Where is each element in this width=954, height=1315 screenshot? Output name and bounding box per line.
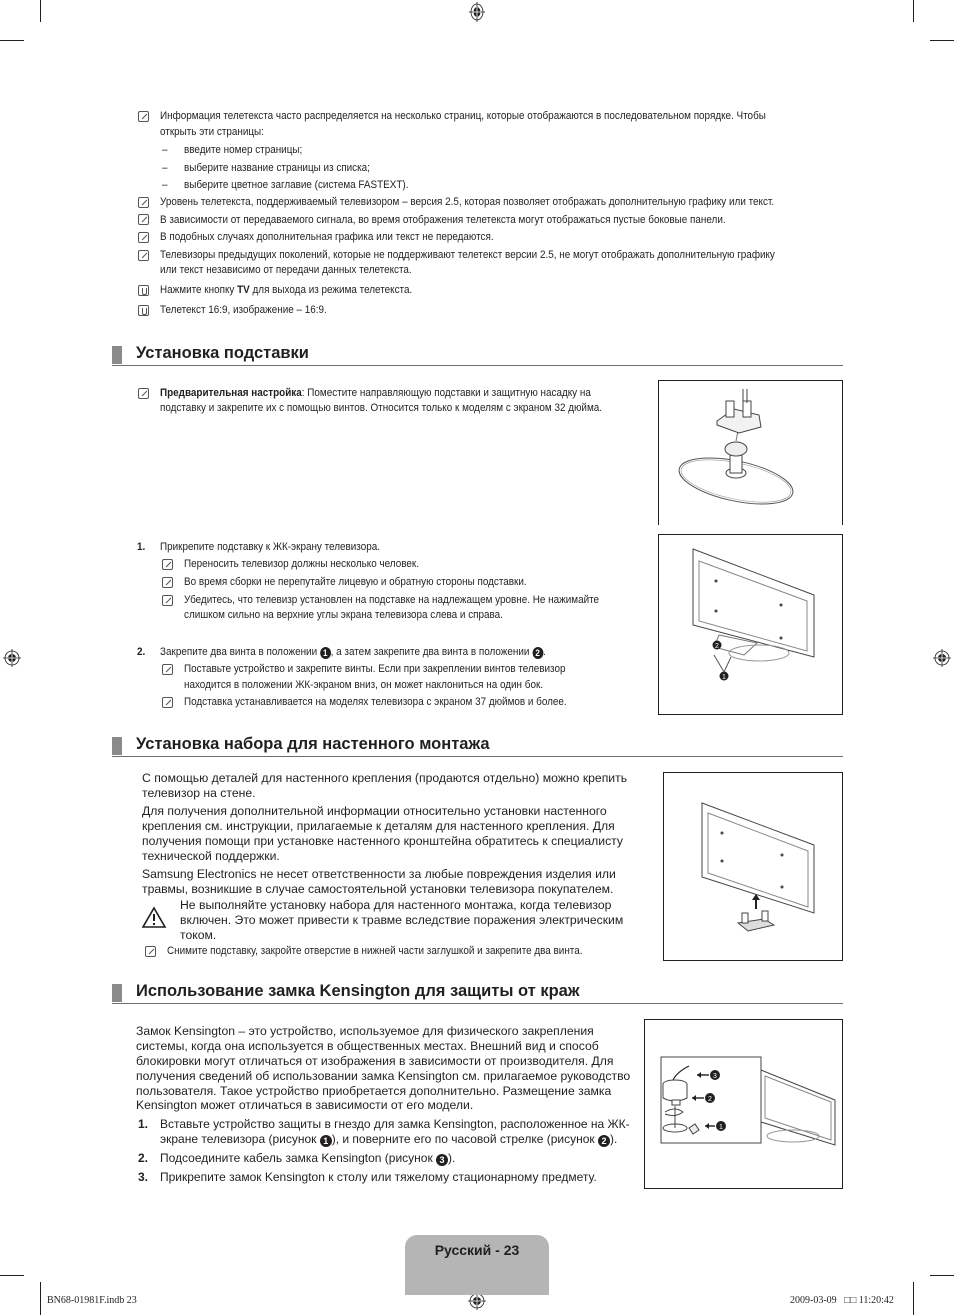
crop-mark xyxy=(40,1282,41,1315)
file-slug: BN68-01981F.indb 23 xyxy=(47,1295,137,1306)
crop-mark xyxy=(0,1275,24,1276)
preset-label: Предварительная настройка xyxy=(160,387,302,399)
marker-2-icon: 2 xyxy=(532,647,543,659)
note-icon xyxy=(138,250,149,261)
step-item: 3. Прикрепите замок Kensington к столу или тяжелому стационарному предмету. xyxy=(138,1170,597,1184)
crop-mark xyxy=(930,40,954,41)
preset-note: подставку и закрепите их с помощью винтов. Относится только к моделям с экраном 32 дюйма. xyxy=(160,402,603,414)
warning-text xyxy=(180,898,623,943)
note-text: В зависимости от передаваемого сигнала, во время отображения телетекста могут отображаться пустые боковые панели. xyxy=(160,214,726,226)
note-icon xyxy=(145,946,156,957)
svg-text:1: 1 xyxy=(722,674,726,681)
crop-mark xyxy=(0,40,24,41)
section-header-kensington xyxy=(112,981,843,1004)
kensington-lock-illustration-icon xyxy=(645,1020,842,1188)
note-icon xyxy=(138,111,149,122)
preset-note xyxy=(160,385,591,401)
tv-key-label: TV xyxy=(237,284,250,296)
note-text: Переносить телевизор должны несколько человек. xyxy=(184,558,419,570)
marker-2-icon: 2 xyxy=(598,1135,610,1147)
marker-3-icon: 3 xyxy=(436,1154,448,1166)
warning-line: Не выполняйте установку набора для настенного монтажа, когда телевизор xyxy=(180,898,612,912)
body-text: С помощью деталей для настенного крепления (продаются отдельно) можно крепить xyxy=(142,771,628,785)
tv-stand-figure xyxy=(658,534,843,715)
dash-item: выберите название страницы из списка; xyxy=(184,162,370,174)
note-icon xyxy=(162,595,173,606)
note-icon xyxy=(162,697,173,708)
section-title: Установка подставки xyxy=(136,344,309,362)
remote-icon xyxy=(138,305,149,316)
note-icon xyxy=(138,197,149,208)
kensington-figure xyxy=(644,1019,843,1189)
body-text: крепления см. инструкции, прилагаемые к деталям для настенного крепления. Для xyxy=(142,819,615,833)
body-text: Замок Kensington – это устройство, используемое для физического закрепления xyxy=(136,1024,594,1038)
step-item-cont: экране телевизора (рисунок 1 ), и поверните его по часовой стрелке (рисунок 2 ). xyxy=(160,1132,618,1146)
wall-mount-body xyxy=(142,771,642,801)
wall-mount-body xyxy=(142,867,642,897)
body-text: Kensington может отличаться в зависимости от его модели. xyxy=(136,1098,474,1112)
dash-marker: – xyxy=(162,162,168,174)
svg-text:2: 2 xyxy=(715,643,719,650)
note-text: слишком сильно на верхние углы экрана телевизора слева и справа. xyxy=(184,609,503,621)
remote-note: Телетекст 16:9, изображение – 16:9. xyxy=(160,304,327,316)
svg-text:2: 2 xyxy=(708,1096,712,1103)
tv-wall-mount-illustration-icon xyxy=(664,773,842,960)
remote-note-suffix: для выхода из режима телетекста. xyxy=(249,284,413,296)
note-text: находится в положении ЖК-экраном вниз, он может наклониться на один бок. xyxy=(184,679,544,691)
note-text: открыть эти страницы: xyxy=(160,126,264,138)
marker-1-icon: 1 xyxy=(320,1135,332,1147)
note-text: Информация телетекста часто распределяется на несколько страниц, которые отображаются в последовательном порядке. Чтобы xyxy=(160,110,766,122)
step-text: Закрепите два винта в положении 1 , а затем закрепите два винта в положении 2 . xyxy=(160,646,546,658)
body-text: пользователя. Такое устройство приобретается дополнительно. Размещение замка xyxy=(136,1084,612,1098)
note-icon xyxy=(138,232,149,243)
note-text: Поставьте устройство и закрепите винты. Если при закреплении винтов телевизор xyxy=(184,663,566,675)
print-timestamp: 2009-03-09 □□ 11:20:42 xyxy=(790,1295,894,1306)
body-text: Samsung Electronics не несет ответственности за любые повреждения изделия или xyxy=(142,867,616,881)
note-icon xyxy=(138,388,149,399)
page-label: Русский - 23 xyxy=(434,1242,520,1258)
dash-marker: – xyxy=(162,179,168,191)
step-text: Прикрепите подставку к ЖК-экрану телевизора. xyxy=(160,541,380,553)
wall-mount-figure xyxy=(663,772,843,961)
wall-mount-body xyxy=(142,804,642,864)
remote-note-prefix: Нажмите кнопку xyxy=(160,284,238,296)
body-text: технической поддержки. xyxy=(142,849,280,863)
crop-mark xyxy=(40,0,41,22)
kensington-steps xyxy=(138,1117,630,1185)
section-title: Установка набора для настенного монтажа xyxy=(136,735,490,753)
registration-mark-icon xyxy=(3,648,21,668)
body-text: травмы, возникшие в случае самостоятельной установки телевизора покупателем. xyxy=(142,882,614,896)
dash-item: введите номер страницы; xyxy=(184,144,303,156)
step-item: 2. Подсоедините кабель замка Kensington (рисунок 3 ). xyxy=(138,1151,456,1165)
warning-line: током. xyxy=(180,928,217,942)
body-text: получения сведений об использовании замка Kensington см. прилагаемое руководство xyxy=(136,1069,631,1083)
step-number: 1. xyxy=(137,541,146,553)
body-text: телевизор на стене. xyxy=(142,786,256,800)
note-icon xyxy=(162,559,173,570)
section-title: Использование замка Kensington для защиты от краж xyxy=(136,982,580,1000)
svg-text:3: 3 xyxy=(713,1073,717,1080)
section-header-wall-mount xyxy=(112,734,843,757)
note-text: Подставка устанавливается на моделях телевизора с экраном 37 дюймов и более. xyxy=(184,696,567,708)
svg-text:1: 1 xyxy=(719,1124,723,1131)
body-text: получения помощи при установке настенного кронштейна обратитесь к специалисту xyxy=(142,834,623,848)
warning-icon xyxy=(141,906,167,929)
crop-mark xyxy=(930,1275,954,1276)
section-marker xyxy=(112,346,122,364)
body-text: Для получения дополнительной информации относительно установки настенного xyxy=(142,804,607,818)
note-icon xyxy=(162,577,173,588)
registration-mark-icon xyxy=(933,648,951,668)
tv-back-illustration-icon xyxy=(659,535,842,714)
section-header-stand xyxy=(112,343,843,366)
body-text: системы, когда она используется в общественных местах. Внешний вид и способ xyxy=(136,1039,599,1053)
section-marker xyxy=(112,984,122,1002)
note-text: Телевизоры предыдущих поколений, которые не поддерживают телетекст версии 2.5, не могут отображать дополнительную графику xyxy=(160,249,775,261)
note-icon xyxy=(162,664,173,675)
dash-marker: – xyxy=(162,144,168,156)
note-text: В подобных случаях дополнительная графика или текст не передаются. xyxy=(160,231,494,243)
warning-line: включен. Это может привести к травме вследствие поражения электрическим xyxy=(180,913,624,927)
preset-text: : Поместите направляющую подставки и защитную насадку на xyxy=(301,387,591,399)
body-text: блокировки могут отличаться от изображения в зависимости от производителя. Для xyxy=(136,1054,614,1068)
step-item: 1. Вставьте устройство защиты в гнездо для замка Kensington, расположенное на ЖК- xyxy=(138,1117,630,1131)
kensington-intro xyxy=(136,1024,630,1111)
note-text: Во время сборки не перепутайте лицевую и обратную стороны подставки. xyxy=(184,576,527,588)
dash-item: выберите цветное заглавие (система FASTEXT). xyxy=(184,179,409,191)
note-text: Убедитесь, что телевизр установлен на подставке на надлежащем уровне. Не нажимайте xyxy=(184,594,600,606)
crop-mark xyxy=(913,1282,914,1315)
stand-illustration-icon xyxy=(659,381,842,525)
note-text: Уровень телетекста, поддерживаемый телевизором – версия 2.5, которая позволяет отображать дополнительную графику или текст. xyxy=(160,196,775,208)
note-text: Снимите подставку, закройте отверстие в нижней части заглушкой и закрепите два винта. xyxy=(167,945,583,957)
section-marker xyxy=(112,737,122,755)
stand-assembly-figure xyxy=(658,380,843,525)
remote-note xyxy=(160,282,412,298)
registration-mark-icon xyxy=(468,2,486,22)
step-number: 2. xyxy=(137,646,146,658)
crop-mark xyxy=(913,0,914,22)
page-number-tab xyxy=(405,1235,549,1295)
note-text: или текст независимо от передачи данных телетекста. xyxy=(160,264,412,276)
note-icon xyxy=(138,214,149,225)
marker-1-icon: 1 xyxy=(320,647,331,659)
remote-icon xyxy=(138,285,149,296)
